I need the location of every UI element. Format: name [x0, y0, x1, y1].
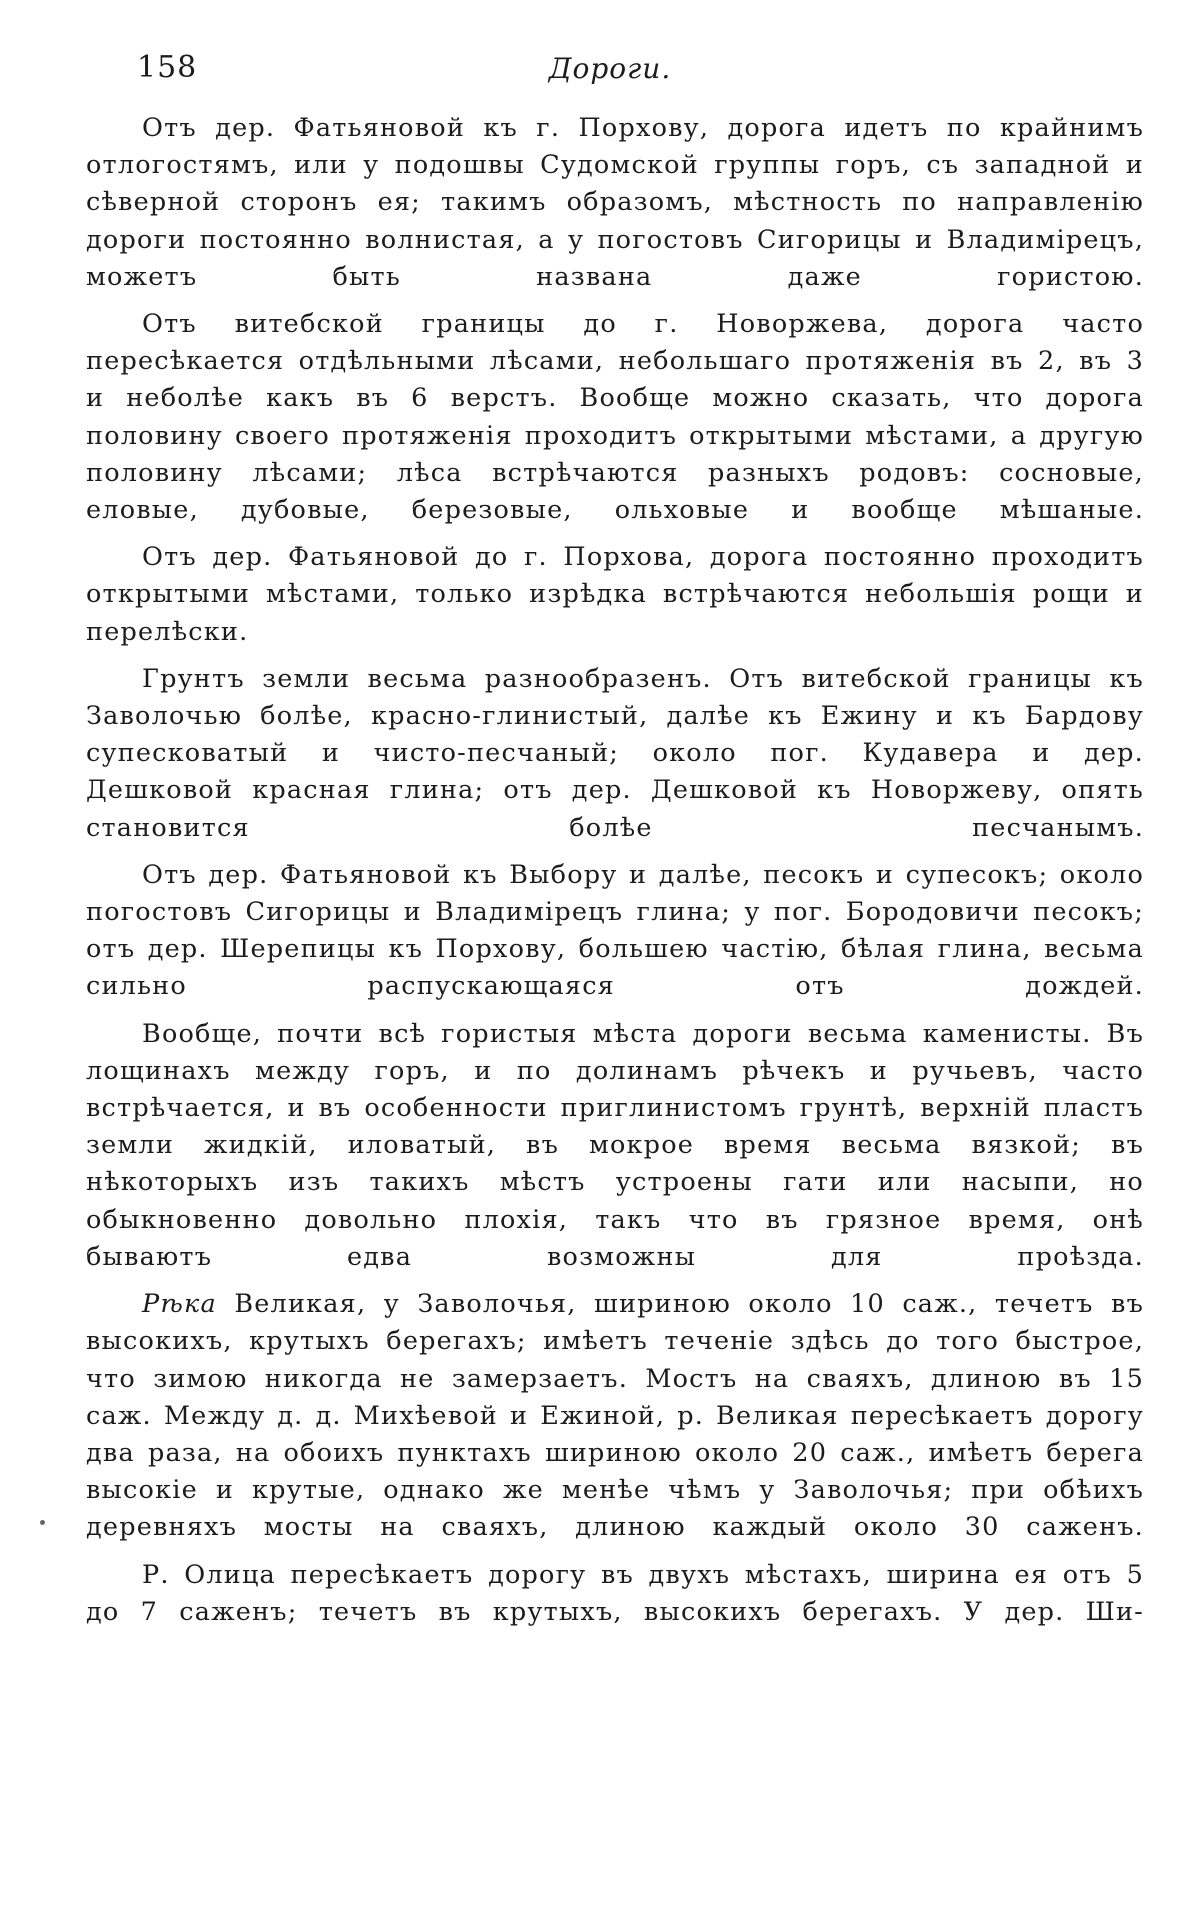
paragraph: Вообще, почти всѣ гористыя мѣста дороги весьма каменисты. Въ лощинахъ между горъ, и по долинамъ рѣчекъ и ручьевъ, часто встрѣчается, и въ особенности приглинистомъ грунтѣ, верхній пластъ земли жидкій, иловатый, въ мокрое время весьма вязкой; въ нѣкоторыхъ изъ такихъ мѣстъ устроены гати или насыпи, но обыкновенно довольно плохія, такъ что въ грязное время, онѣ бываютъ едва возможны для проѣзда.: [86, 1018, 1144, 1272]
page-number: 158: [137, 50, 198, 85]
paragraph: Грунтъ земли весьма разнообразенъ. Отъ витебской границы къ Заволочью болѣе, красно-глинистый, далѣе къ Ежину и къ Бардову супесковатый и чисто-песчаный; около пог. Кудавера и дер. Дешковой красная глина; отъ дер. Дешковой къ Новоржеву, опять становится болѣе песчанымъ.: [86, 663, 1144, 843]
paragraph: Отъ дер. Фатьяновой къ г. Порхову, дорога идетъ по крайнимъ отлогостямъ, или у подошвы Судомской группы горъ, съ западной и сѣверной сторонъ ея; такимъ образомъ, мѣстность по направленію дороги постоянно волнистая, а у погостовъ Сигорицы и Владимірецъ, можетъ быть названа даже гористою.: [86, 113, 1144, 292]
paragraph: Отъ дер. Фатьяновой къ Выбору и далѣе, песокъ и супесокъ; около погостовъ Сигорицы и Владимірецъ глина; у пог. Бородовичи песокъ; отъ дер. Шерепицы къ Порхову, большею частію, бѣлая глина, весьма сильно распускающаяся отъ дождей.: [86, 859, 1144, 1002]
paragraph: Р. Олица пересѣкаетъ дорогу въ двухъ мѣстахъ, ширина ея отъ 5 до 7 саженъ; течетъ въ крутыхъ, высокихъ берегахъ. У дер. Ши-: [86, 1559, 1144, 1627]
body-text: [86, 110, 1144, 1641]
running-title: Дороги.: [548, 52, 672, 85]
running-head: [80, 50, 1140, 90]
paragraph: Отъ витебской границы до г. Новоржева, дорога часто пересѣкается отдѣльными лѣсами, небольшаго протяженія въ 2, въ 3 и неболѣе какъ въ 6 верстъ. Вообще можно сказать, что дорога половину своего протяженія проходитъ открытыми мѣстами, а другую половину лѣсами; лѣса встрѣчаются разныхъ родовъ: сосновые, еловые, дубовые, березовые, ольховые и вообще мѣшаные.: [86, 309, 1144, 526]
paragraph-river-velikaya: [86, 1286, 1144, 1546]
paragraph: Отъ дер. Фатьяновой до г. Порхова, дорога постоянно проходитъ открытыми мѣстами, только изрѣдка встрѣчаются небольшія рощи и перелѣски.: [86, 542, 1144, 647]
italic-lead-word: Рѣка: [142, 1289, 217, 1320]
paragraph-text: Великая, у Заволочья, шириною около 10 саж., течетъ въ высокихъ, крутыхъ берегахъ; имѣетъ теченіе здѣсь до того быстрое, что зимою никогда не замерзаетъ. Мостъ на сваяхъ, длиною въ 15 саж. Между д. д. Михѣевой и Ежиной, р. Великая пересѣкаетъ дорогу два раза, на обоихъ пунктахъ шириною около 20 саж., имѣетъ берега высокіе и крутые, однако же менѣе чѣмъ у Заволочья; при обѣихъ деревняхъ мосты на сваяхъ, длиною каждый около 30 саженъ.: [86, 1289, 1144, 1543]
ink-speck: [40, 1520, 45, 1525]
